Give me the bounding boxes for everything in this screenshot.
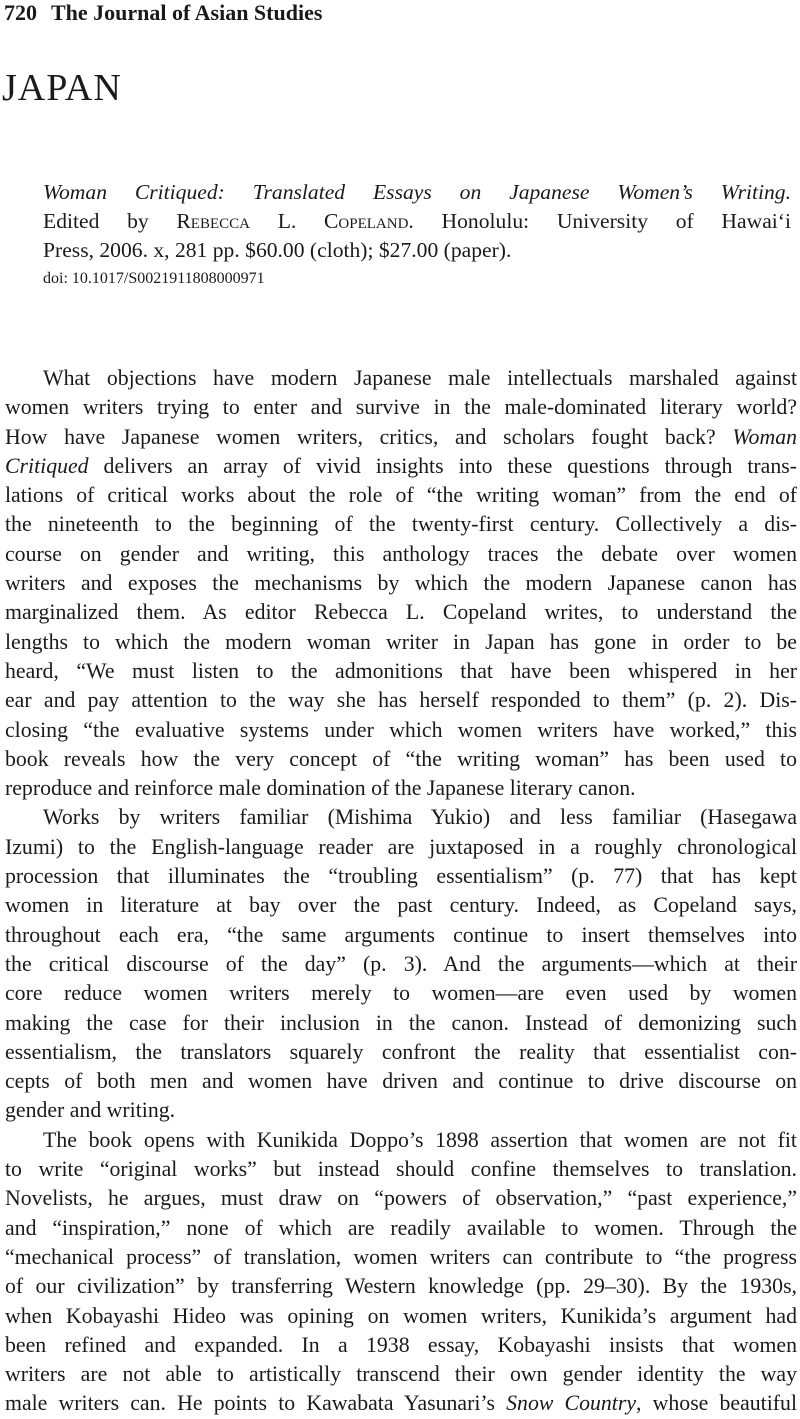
body-line: women in literature at bay over the past century. Indeed, as Copeland says, [5,893,797,918]
body-line: core reduce women writers merely to women—are even used by women [5,981,797,1006]
body-line: the critical discourse of the day” (p. 3). And the arguments—which at their [5,951,797,976]
body-line: book reveals how the very concept of “the writing woman” has been used to [5,746,797,771]
citation-line-3: Press, 2006. x, 281 pp. $60.00 (cloth); $27.00 (paper). [43,238,512,262]
body-line: when Kobayashi Hideo was opining on women writers, Kunikida’s argument had [5,1303,797,1328]
body-line: Works by writers familiar (Mishima Yukio) and less familiar (Hasegawa [43,805,797,830]
body-line: heard, “We must listen to the admonitions that have been whispered in her [5,658,797,683]
body-line: to write “original works” but instead should confine themselves to translation. [5,1157,797,1182]
body-line: How have Japanese women writers, critics, and scholars fought back? Woman [5,424,797,449]
body-line: male writers can. He points to Kawabata Yasunari’s Snow Country, whose beautiful [5,1391,797,1416]
body-line: lengths to which the modern woman writer in Japan has gone in order to be [5,629,797,654]
body-line: Critiqued delivers an array of vivid insights into these questions through trans- [5,453,797,478]
body-line: of our civilization” by transferring Western knowledge (pp. 29–30). By the 1930s, [5,1274,797,1299]
body-line: essentialism, the translators squarely confront the reality that essentialist con- [5,1039,797,1064]
body-line: The book opens with Kunikida Doppo’s 1898 assertion that women are not fit [43,1127,797,1152]
body-line: cepts of both men and women have driven and continue to drive discourse on [5,1069,797,1094]
review-citation [43,178,791,265]
body-line: lations of critical works about the role of “the writing woman” from the end of [5,483,797,508]
body-line: course on gender and writing, this anthology traces the debate over women [5,541,797,566]
body-line: reproduce and reinforce male domination of the Japanese literary canon. [5,776,636,801]
page-number: 720 [4,0,37,25]
body-line: Izumi) to the English-language reader are juxtaposed in a roughly chronological [5,834,797,859]
body-line: writers are not able to artistically transcend their own gender identity the way [5,1362,797,1387]
citation-line-2: Edited by Rebecca L. Copeland. Honolulu: University of Hawai‘i [43,209,791,233]
body-line: Novelists, he argues, must draw on “powers of observation,” “past experience,” [5,1186,797,1211]
review-body [5,364,797,1419]
body-line: marginalized them. As editor Rebecca L. Copeland writes, to understand the [5,600,797,625]
running-head [4,0,322,26]
body-line: and “inspiration,” none of which are readily available to women. Through the [5,1215,797,1240]
book-title: Woman Critiqued: Translated Essays on Japanese Women’s Writing. [43,180,791,204]
body-line: writers and exposes the mechanisms by which the modern Japanese canon has [5,571,797,596]
body-line: ear and pay attention to the way she has herself responded to them” (p. 2). Dis- [5,688,797,713]
journal-name: The Journal of Asian Studies [51,0,323,25]
body-line: What objections have modern Japanese male intellectuals marshaled against [43,366,797,390]
body-line: procession that illuminates the “troubling essentialism” (p. 77) that has kept [5,864,797,889]
body-line: gender and writing. [5,1098,176,1123]
doi: doi: 10.1017/S0021911808000971 [43,270,265,287]
section-title: JAPAN [2,67,122,109]
body-line: been refined and expanded. In a 1938 essay, Kobayashi insists that women [5,1332,797,1357]
body-line: throughout each era, “the same arguments continue to insert themselves into [5,922,797,947]
body-line: women writers trying to enter and survive in the male-dominated literary world? [5,395,797,420]
body-line: “mechanical process” of translation, women writers can contribute to “the progress [5,1244,797,1269]
editor-name: Rebecca L. Copeland [176,209,409,233]
body-line: the nineteenth to the beginning of the twenty-first century. Collectively a dis- [5,512,797,537]
body-line: making the case for their inclusion in the canon. Instead of demonizing such [5,1010,797,1035]
body-line: closing “the evaluative systems under which women writers have worked,” this [5,717,797,742]
